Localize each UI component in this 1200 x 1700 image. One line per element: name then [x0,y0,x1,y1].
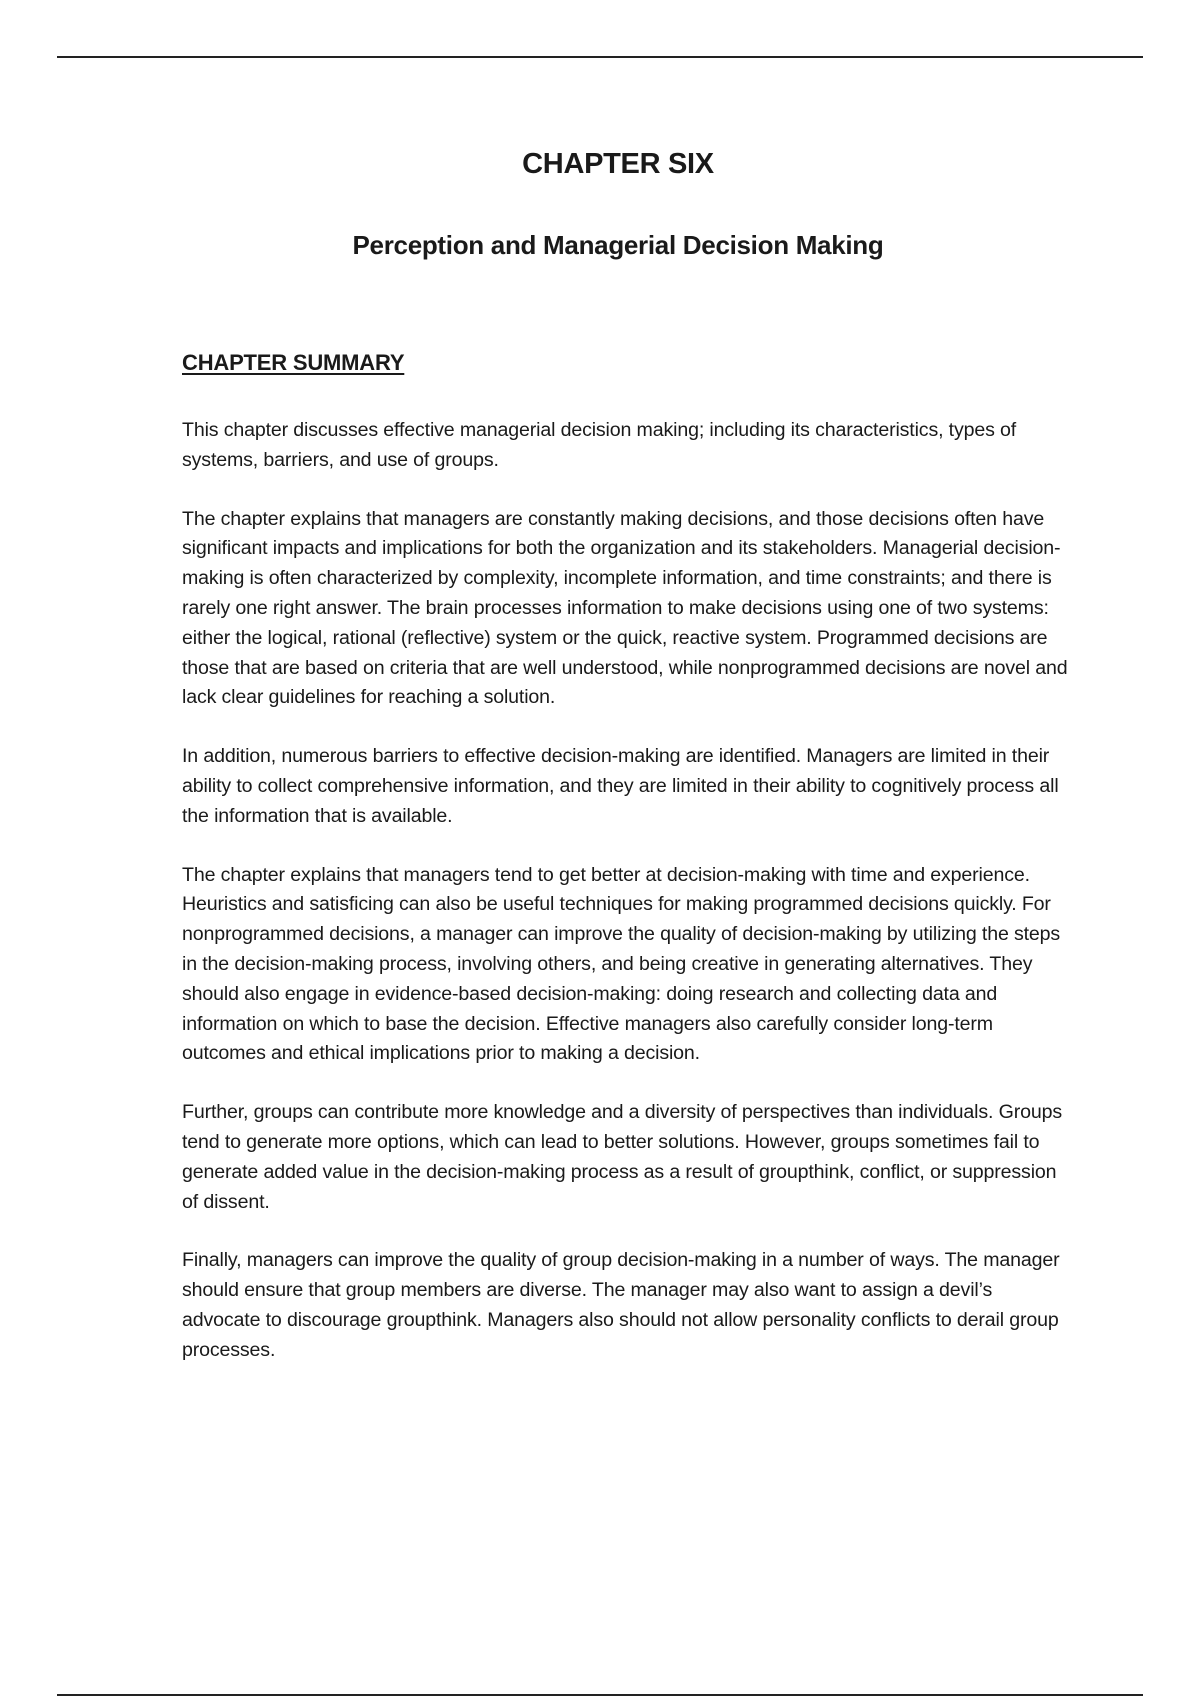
summary-paragraph: In addition, numerous barriers to effective decision-making are identified. Managers are limited in their ability to collect comprehensive information, and they are limited in their ability to cognitively process all the information that is available. [182,745,1059,827]
chapter-subtitle: Perception and Managerial Decision Making [352,230,884,260]
summary-paragraph: Further, groups can contribute more knowledge and a diversity of perspectives than individuals. Groups tend to generate more options, which can lead to better solutions. However, groups sometimes fail to generate added value in the decision-making process as a result of groupthink, conflict, or suppression of dissent. [182,1101,1062,1213]
chapter-title: CHAPTER SIX [522,148,714,180]
summary-heading: CHAPTER SUMMARY [182,350,405,375]
summary-body [182,416,1072,1395]
page-footer-rule [57,1694,1143,1696]
summary-paragraph: The chapter explains that managers are constantly making decisions, and those decisions often have significant impacts and implications for both the organization and its stakeholders. Managerial decision-making is often characterized by complexity, incomplete information, and time constraints; and there is rarely one right answer. The brain processes information to make decisions using one of two systems: either the logical, rational (reflective) system or the quick, reactive system. Programmed decisions are those that are based on criteria that are well understood, while nonprogrammed decisions are novel and lack clear guidelines for reaching a solution. [182,507,1068,709]
summary-paragraph: Finally, managers can improve the quality of group decision-making in a number of ways. The manager should ensure that group members are diverse. The manager may also want to assign a devil’s advocate to discourage groupthink. Managers also should not allow personality conflicts to derail group processes. [182,1249,1060,1361]
summary-paragraph: The chapter explains that managers tend to get better at decision-making with time and experience. Heuristics and satisficing can also be useful techniques for making programmed decisions quickly. For nonprogrammed decisions, a manager can improve the quality of decision-making by utilizing the steps in the decision-making process, involving others, and being creative in generating alternatives. They should also engage in evidence-based decision-making: doing research and collecting data and information on which to base the decision. Effective managers also carefully consider long-term outcomes and ethical implications prior to making a decision. [182,863,1061,1065]
page-header-rule [57,56,1143,58]
summary-paragraph: This chapter discusses effective managerial decision making; including its characteristics, types of systems, barriers, and use of groups. [182,419,1017,471]
